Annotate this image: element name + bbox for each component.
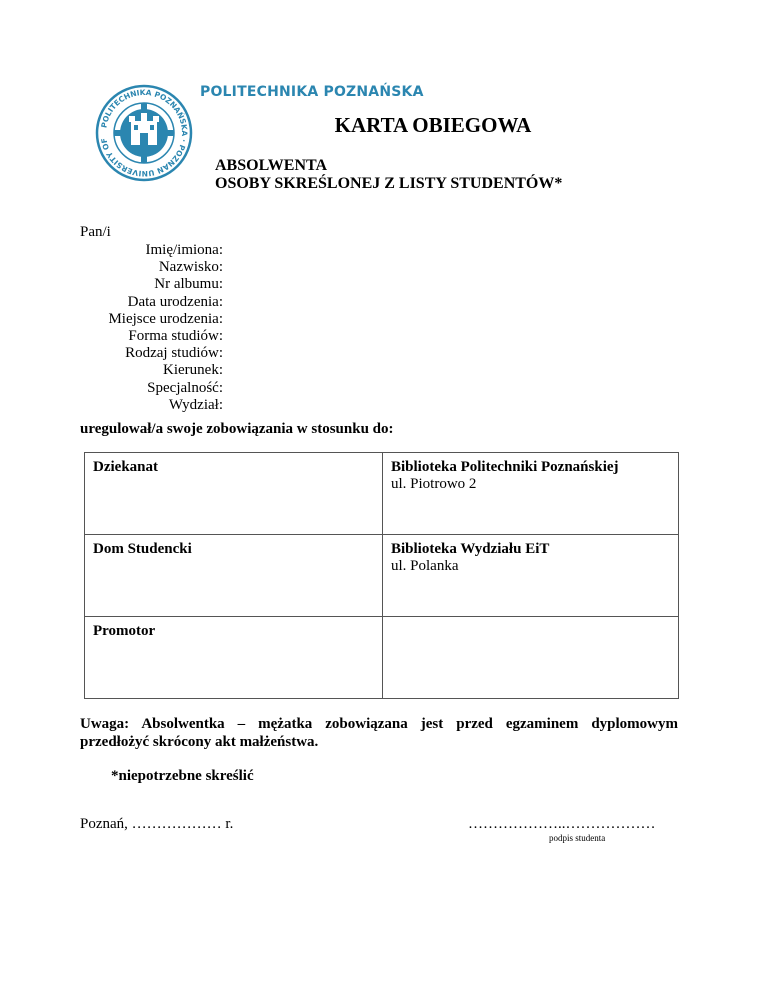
subtitle-line2: OSOBY SKREŚLONEJ Z LISTY STUDENTÓW* [215, 175, 563, 192]
unit-address: ul. Piotrowo 2 [391, 476, 477, 492]
field-label: Nr albumu: [154, 276, 223, 293]
field-label: Nazwisko: [158, 259, 223, 276]
note-line2: przedłożyć skrócony akt małżeństwa. [80, 734, 319, 750]
table-cell [383, 453, 679, 535]
salutation: Pan/i [80, 224, 111, 240]
subtitle-line1: ABSOLWENTA [215, 157, 328, 174]
table-row [85, 617, 679, 699]
field-label: Rodzaj studiów: [125, 345, 223, 362]
field-label: Specjalność: [147, 379, 223, 396]
field-label: Miejsce urodzenia: [108, 310, 223, 327]
field-label: Kierunek: [163, 362, 223, 379]
unit-address: ul. Polanka [391, 558, 459, 574]
unit-label: Promotor [93, 623, 156, 639]
table-cell [85, 453, 383, 535]
unit-label: Dom Studencki [93, 541, 192, 557]
note [80, 715, 678, 751]
field-label: Data urodzenia: [127, 293, 223, 310]
seal-ring-text: POLITECHNIKA POZNAŃSKA · POZNAN UNIVERSITY OF [99, 87, 190, 179]
unit-label: Biblioteka Politechniki Poznańskiej [391, 459, 619, 475]
signature-line: ………………..……………… [468, 816, 656, 832]
table-row [85, 453, 679, 535]
place-date: Poznań, ……………… r. [80, 816, 234, 832]
page-title: KARTA OBIEGOWA [334, 113, 532, 137]
signature-caption: podpis studenta [549, 833, 606, 843]
university-name: POLITECHNIKA POZNAŃSKA [200, 84, 424, 100]
clearance-table [84, 452, 679, 699]
table-row [85, 535, 679, 617]
obligation-statement: uregulował/a swoje zobowiązania w stosunku do: [80, 421, 394, 437]
subtitle [215, 157, 562, 193]
table-cell-empty [383, 617, 679, 699]
unit-label: Biblioteka Wydziału EiT [391, 541, 550, 557]
field-label: Imię/imiona: [145, 242, 223, 258]
field-label: Wydział: [168, 396, 223, 413]
unit-label: Dziekanat [93, 459, 158, 475]
note-line1: Uwaga: Absolwentka – mężatka zobowiązana jest przed egzaminem dyplomowym [80, 716, 678, 732]
table-cell [383, 535, 679, 617]
field-label: Forma studiów: [128, 328, 223, 345]
table-cell [85, 617, 383, 699]
strike-note: *niepotrzebne skreślić [111, 768, 254, 784]
personal-fields [80, 242, 223, 414]
table-cell [85, 535, 383, 617]
